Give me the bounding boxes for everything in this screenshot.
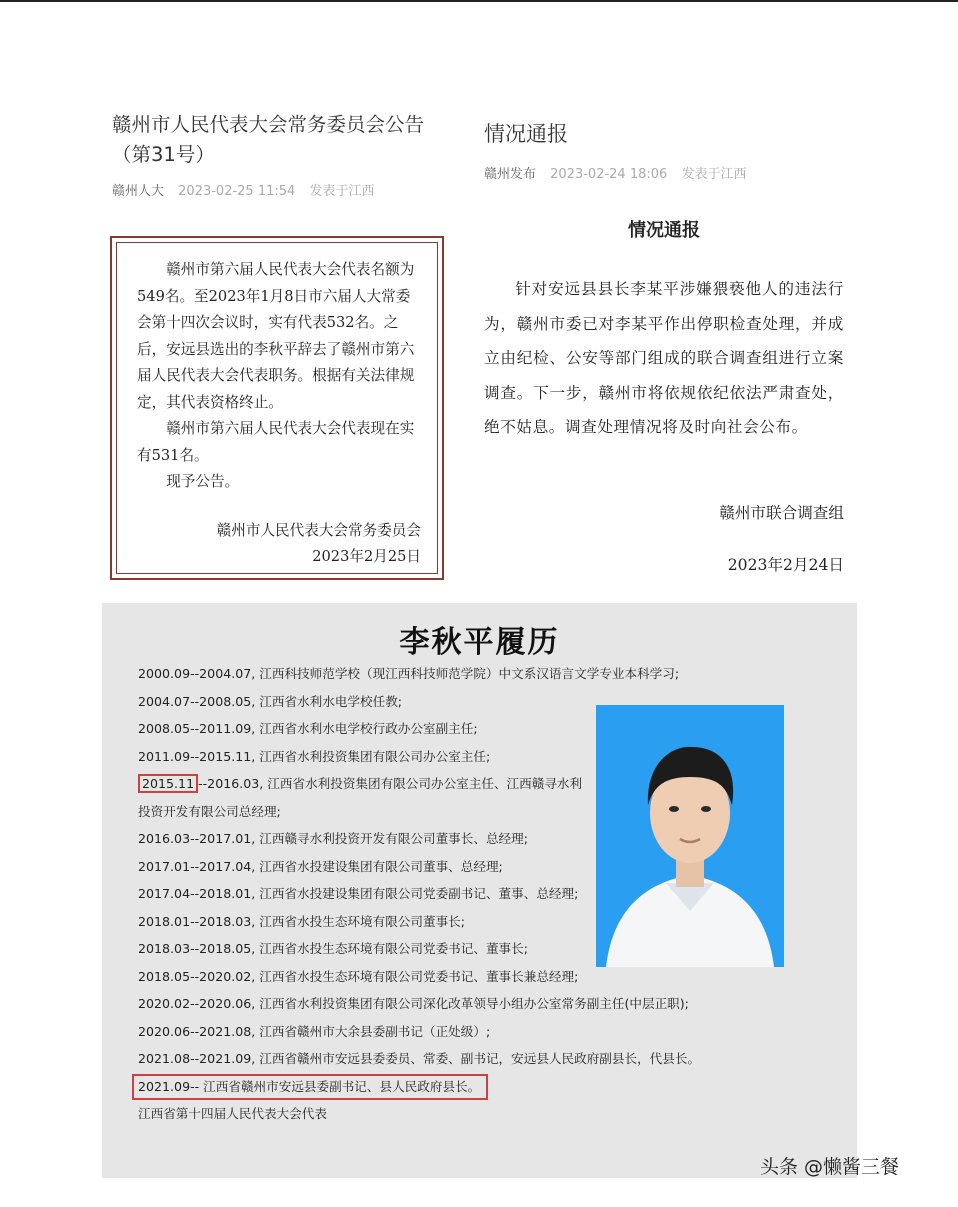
resume-row: 2021.08--2021.09, 江西省赣州市安远县委委员、常委、副书记，安远县人民政府副县长，代县长。 [138,1051,701,1066]
resume-row: 2016.03--2017.01, 江西赣寻水利投资开发有限公司董事长、总经理; [138,831,528,846]
resume-title: 李秋平履历 [399,625,560,660]
resume-row: 2020.02--2020.06, 江西省水利投资集团有限公司深化改革领导小组办公室常务副主任(中层正职); [138,996,689,1011]
left-article-location: 发表于江西 [309,184,375,199]
resume-row: 2018.01--2018.03, 江西省水投生态环境有限公司董事长; [138,913,465,929]
portrait-image [596,705,784,967]
right-article-title[interactable]: 情况通报 [484,122,568,146]
right-article-source[interactable]: 赣州发布 [484,167,537,182]
resume-footer: 江西省第十四届人民代表大会代表 [138,1106,327,1121]
notice-date: 2023年2月25日 [312,548,421,565]
highlight-box-2015: 2015.11 [138,774,198,793]
report-body: 针对安远县县长李某平涉嫌猥亵他人的违法行为，赣州市委已对李某平作出停职检查处理，并成立由纪检、公安等部门组成的联合调查组进行立案调查。下一步，赣州市将依规依纪依法严肃查处，绝不姑息。调查处理情况将及时向社会公布。 [484,280,844,436]
watermark: 头条 @懒酱三餐 [760,1156,900,1178]
report-date: 2023年2月24日 [727,556,844,574]
notice-signer: 赣州市人民代表大会常务委员会 [216,521,421,539]
resume-row: 2018.05--2020.02, 江西省水投生态环境有限公司党委书记、董事长兼总经理; [138,968,579,984]
notice-frame [110,236,444,580]
resume-row: 2017.04--2018.01, 江西省水投建设集团有限公司党委副书记、董事、总经理; [138,886,579,901]
resume-row: 2004.07--2008.05, 江西省水利水电学校任教; [138,693,403,709]
resume-row: 2011.09--2015.11, 江西省水利投资集团有限公司办公室主任; [138,748,491,764]
left-article-title[interactable]: 赣州市人民代表大会常务委员会公告（第31号） [112,113,425,166]
notice-content [116,242,438,574]
right-article-time: 2023-02-24 18:06 [550,167,668,182]
portrait-photo [596,705,784,967]
resume-row-current [138,1073,838,1101]
report-heading: 情况通报 [628,220,700,241]
right-article-meta [484,163,746,182]
resume-row: 2000.09--2004.07, 江西科技师范学校（现江西科技师范学院）中文系汉语言文学专业本科学习; [138,666,680,681]
resume-row: 2017.01--2017.04, 江西省水投建设集团有限公司董事、总经理; [138,858,503,874]
resume-row-rest: --2016.03, 江西省水利投资集团有限公司办公室主任、江西赣寻水利投资开发有限公司总经理; [138,776,583,819]
left-article-time: 2023-02-25 11:54 [178,184,296,199]
highlight-box-current: 2021.09-- 江西省赣州市安远县委副书记、县人民政府县长。 [132,1074,488,1100]
resume-row: 2008.05--2011.09, 江西省水利水电学校行政办公室副主任; [138,721,478,736]
notice-para-2: 赣州市第六届人民代表大会代表现在实有531名。 [137,420,415,464]
notice-para-1: 赣州市第六届人民代表大会代表名额为549名。至2023年1月8日市六届人大常委会第十四次会议时，实有代表532名。之后，安远县选出的李秋平辞去了赣州市第六届人民代表大会代表职务。根据有关法律规定，其代表资格终止。 [137,261,415,411]
left-article-source[interactable]: 赣州人大 [112,184,165,199]
notice-para-3: 现予公告。 [166,473,240,490]
left-article-meta [112,180,374,199]
report-signer: 赣州市联合调查组 [719,504,844,522]
right-article-location: 发表于江西 [681,167,747,182]
resume-row-highlighted-start [138,770,588,825]
top-border [0,0,958,2]
resume-row: 2020.06--2021.08, 江西省赣州市大余县委副书记（正处级）; [138,1023,491,1039]
resume-row: 2018.03--2018.05, 江西省水投生态环境有限公司党委书记、董事长; [138,941,528,956]
